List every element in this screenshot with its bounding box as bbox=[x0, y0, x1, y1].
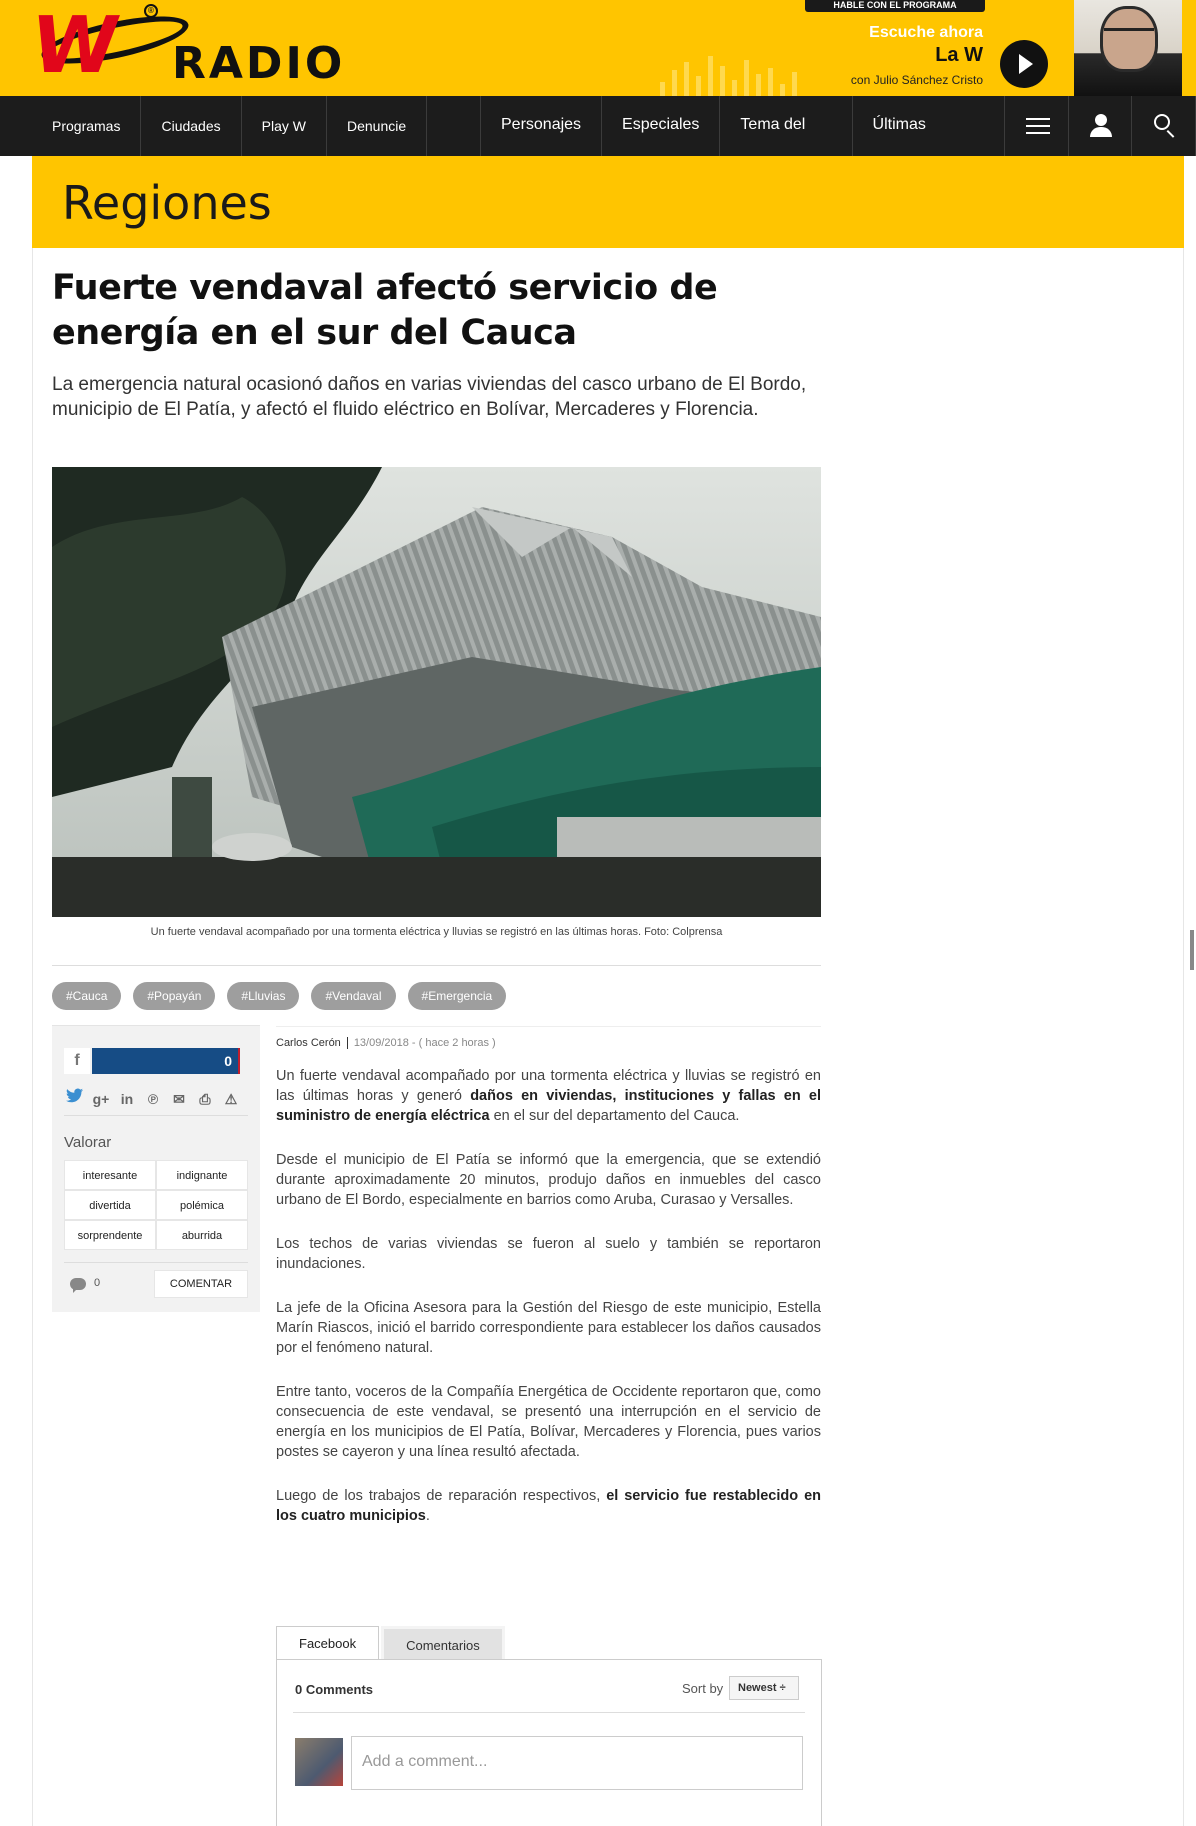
facebook-share-count[interactable]: 0 bbox=[92, 1048, 240, 1074]
section-banner bbox=[32, 156, 1184, 248]
content-frame-right bbox=[1183, 248, 1184, 1826]
tab-comentarios[interactable]: Comentarios bbox=[381, 1626, 505, 1660]
logo-letter: W bbox=[25, 1, 121, 91]
comment-icon bbox=[70, 1278, 86, 1290]
avatar bbox=[295, 1738, 343, 1786]
photo-caption: Un fuerte vendaval acompañado por una tormenta eléctrica y lluvias se registró en las últimas horas. Foto: Colprensa bbox=[150, 926, 723, 938]
tag-cauca[interactable]: #Cauca bbox=[52, 982, 121, 1010]
facebook-icon[interactable]: f bbox=[64, 1048, 90, 1074]
rate-aburrida[interactable]: aburrida bbox=[156, 1220, 248, 1250]
sort-label: Sort by bbox=[682, 1681, 724, 1696]
pinterest-icon[interactable]: ℗ bbox=[147, 1091, 159, 1107]
site-header bbox=[0, 0, 1196, 96]
divider bbox=[293, 1712, 805, 1713]
content-frame-left bbox=[32, 248, 33, 1826]
comment-count: 0 bbox=[94, 1277, 101, 1289]
paragraph-3: Los techos de varias viviendas se fueron al suelo y también se reportaron inundaciones. bbox=[276, 1236, 821, 1272]
tag-vendaval[interactable]: #Vendaval bbox=[311, 982, 395, 1010]
divider bbox=[64, 1262, 248, 1263]
equalizer-decoration bbox=[650, 50, 810, 96]
comentar-button[interactable]: COMENTAR bbox=[154, 1270, 248, 1298]
rate-sorprendente[interactable]: sorprendente bbox=[64, 1220, 156, 1250]
article-headline: Fuerte vendaval afectó servicio de energía en el sur del Cauca bbox=[52, 268, 718, 353]
search-icon[interactable] bbox=[1132, 96, 1196, 156]
share-icons bbox=[64, 1088, 248, 1116]
nav-play-w[interactable]: Play W bbox=[242, 96, 327, 156]
rate-polemica[interactable]: polémica bbox=[156, 1190, 248, 1220]
host-glasses bbox=[1104, 28, 1154, 38]
comments-count: 0 Comments bbox=[295, 1682, 374, 1697]
tab-facebook[interactable]: Facebook bbox=[276, 1626, 379, 1660]
comment-input[interactable]: Add a comment... bbox=[351, 1736, 803, 1790]
nav-personajes[interactable]: Personajes bbox=[481, 96, 602, 156]
publish-date: 13/09/2018 - ( hace 2 horas ) bbox=[353, 1037, 496, 1049]
rate-indignante[interactable]: indignante bbox=[156, 1160, 248, 1190]
host-face bbox=[1100, 6, 1158, 72]
sort-select[interactable]: Newest ÷ bbox=[729, 1676, 799, 1700]
menu-icon[interactable] bbox=[1005, 96, 1069, 156]
play-button[interactable] bbox=[1000, 40, 1048, 88]
paragraph-2: Desde el municipio de El Patía se informó que la emergencia, que se extendió durante aproximadamente 20 minutos, produjo daños en inmuebles del casco urbano de El Bordo, especialmente en barrios como Aruba, Curasao y Versalles. bbox=[276, 1152, 821, 1208]
nav-denuncie[interactable]: Denuncie bbox=[327, 96, 427, 156]
rate-interesante[interactable]: interesante bbox=[64, 1160, 156, 1190]
logo-word: RADIO bbox=[172, 38, 346, 89]
show-name[interactable]: La W bbox=[935, 44, 983, 66]
google-plus-icon[interactable]: g+ bbox=[92, 1091, 110, 1107]
storm-damage-photo bbox=[52, 467, 821, 917]
report-icon[interactable]: ⚠ bbox=[224, 1091, 238, 1107]
byline bbox=[276, 1026, 821, 1054]
listen-now-label: Escuche ahora bbox=[869, 24, 983, 41]
w-radio-logo[interactable] bbox=[25, 0, 346, 96]
scrollbar-thumb[interactable] bbox=[1190, 930, 1194, 970]
hable-programa-tab[interactable]: HABLE CON EL PROGRAMA bbox=[805, 0, 985, 12]
facebook-comments-widget bbox=[276, 1659, 822, 1826]
paragraph-4: La jefe de la Oficina Asesora para la Gestión del Riesgo de este municipio, Estella Marín Riascos, inició el barrido correspondiente para establecer los daños causados por el fenómeno natural. bbox=[276, 1300, 821, 1356]
tag-lluvias[interactable]: #Lluvias bbox=[227, 982, 299, 1010]
share-panel bbox=[52, 1025, 260, 1312]
rating-options bbox=[64, 1160, 248, 1250]
tag-emergencia[interactable]: #Emergencia bbox=[408, 982, 507, 1010]
paragraph-6: Luego de los trabajos de reparación respectivos, el servicio fue restablecido en los cuatro municipios. bbox=[276, 1488, 821, 1524]
paragraph-1: Un fuerte vendaval acompañado por una tormenta eléctrica y lluvias se registró en las últimas horas y generó daños en viviendas, instituciones y fallas en el suministro de energía eléctrica en el sur del departamento del Cauca. bbox=[276, 1068, 822, 1124]
article-photo[interactable] bbox=[52, 467, 821, 917]
article-body bbox=[276, 1066, 821, 1550]
user-icon[interactable] bbox=[1069, 96, 1133, 156]
comment-tabs bbox=[276, 1626, 505, 1660]
email-icon[interactable]: ✉ bbox=[173, 1091, 185, 1107]
author-name[interactable]: Carlos Cerón bbox=[276, 1037, 348, 1049]
article-lead: La emergencia natural ocasionó daños en varias viviendas del casco urbano de El Bordo, municipio de El Patía, y afectó el fluido eléctrico en Bolívar, Mercaderes y Florencia. bbox=[52, 374, 807, 420]
main-nav bbox=[0, 96, 1196, 156]
print-icon[interactable]: ⎙ bbox=[199, 1091, 211, 1107]
nav-programas[interactable]: Programas bbox=[32, 96, 141, 156]
divider bbox=[52, 965, 821, 966]
twitter-icon[interactable] bbox=[64, 1088, 86, 1110]
host-photo bbox=[1074, 0, 1182, 96]
tag-popayan[interactable]: #Popayán bbox=[133, 982, 215, 1010]
show-host: con Julio Sánchez Cristo bbox=[850, 73, 983, 87]
paragraph-5: Entre tanto, voceros de la Compañía Energética de Occidente reportaron que, como consecuencia de este vendaval, se presentó una interrupción en el servicio de energía en los municipios de El Patía, Bolívar, Mercaderes y Florencia, pues varios postes se cayeron y una línea resultó afectada. bbox=[276, 1384, 821, 1460]
nav-tema-del-dia[interactable]: Tema del bbox=[720, 96, 852, 156]
valorar-label: Valorar bbox=[64, 1134, 112, 1151]
tag-list bbox=[52, 982, 506, 1010]
nav-ultimas-noticias[interactable]: Últimas bbox=[853, 96, 1005, 156]
section-title[interactable]: Regiones bbox=[62, 176, 272, 230]
facebook-share[interactable] bbox=[64, 1048, 240, 1074]
nav-ciudades[interactable]: Ciudades bbox=[141, 96, 241, 156]
nav-especiales[interactable]: Especiales bbox=[602, 96, 720, 156]
rate-divertida[interactable]: divertida bbox=[64, 1190, 156, 1220]
linkedin-icon[interactable]: in bbox=[120, 1091, 134, 1107]
logo-registered: ® bbox=[144, 4, 158, 18]
live-player-info bbox=[851, 24, 983, 87]
